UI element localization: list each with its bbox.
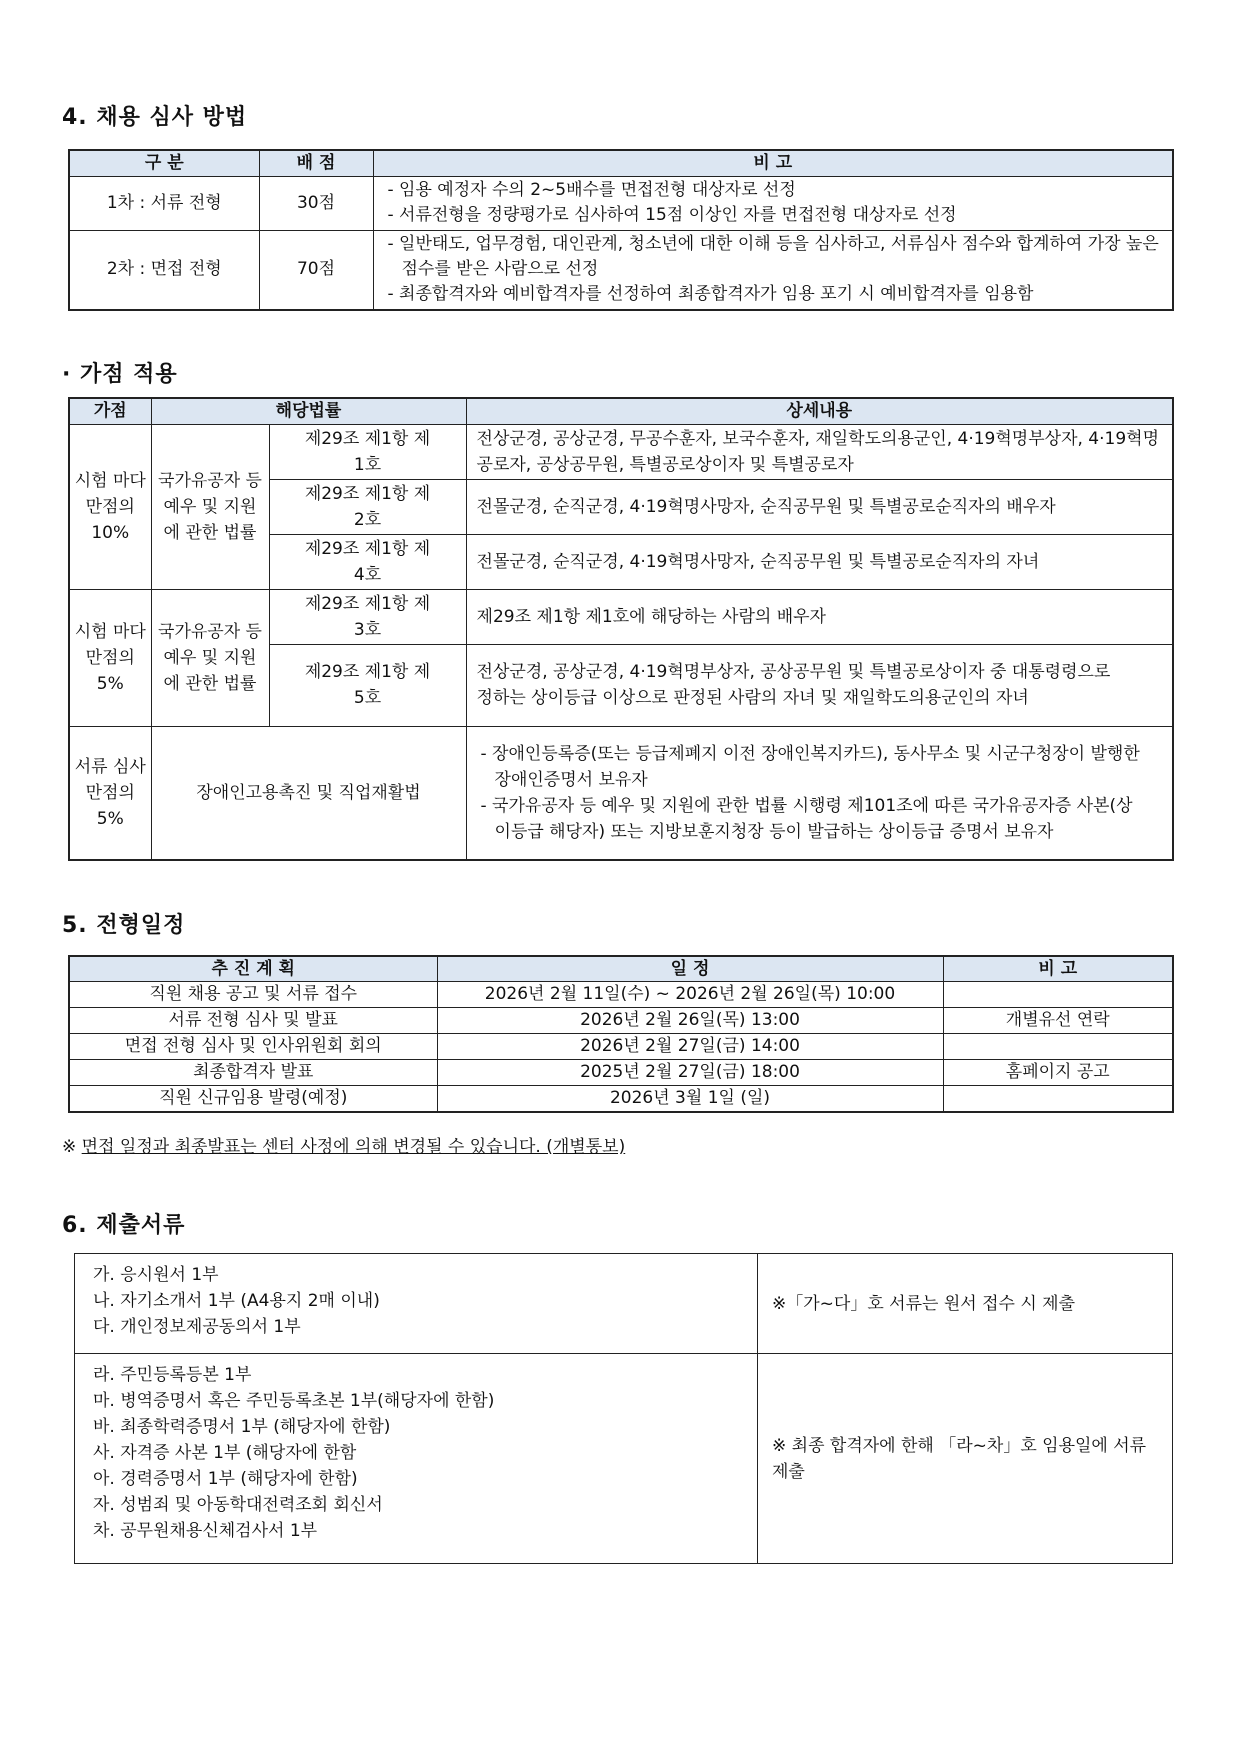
list-item: 자. 성범죄 및 아동학대전력조회 회신서: [93, 1495, 383, 1515]
header-detail: 상세내용: [466, 398, 1173, 424]
header-points: 가점: [69, 398, 151, 424]
section5-title: 5. 전형일정: [62, 913, 186, 938]
table-row: [75, 1354, 1173, 1564]
list-item: 아. 경력증명서 1부 (해당자에 한함): [93, 1469, 358, 1489]
document-list: [75, 1254, 758, 1354]
table-row: [75, 1254, 1173, 1354]
law-cell: 장애인고용촉진 및 직업재활법: [151, 726, 466, 860]
stage-cell: 1차 : 서류 전형: [69, 176, 259, 230]
points-cell: 서류 심사 만점의 5%: [69, 726, 151, 860]
clause-cell: 제29조 제1항 제3호: [269, 589, 466, 644]
header-category: 구 분: [69, 150, 259, 176]
remark-line: - 최종합격자와 예비합격자를 선정하여 최종합격자가 임용 포기 시 예비합격자를 임용함: [387, 284, 1034, 305]
date-cell: 2026년 2월 11일(수) ~ 2026년 2월 26일(목) 10:00: [437, 981, 943, 1007]
detail-line: - 국가유공자 등 예우 및 지원에 관한 법률 시행령 제101조에 따른 국가유공자증 사본(상이등급 해당자) 또는 지방보훈지청장 등이 발급하는 상이등급 증명서 보유자: [480, 795, 1133, 842]
note-cell: [943, 1033, 1173, 1059]
remarks-cell: [373, 176, 1173, 230]
bonus-title: · 가점 적용: [62, 362, 178, 387]
table-row: [69, 176, 1173, 230]
table-row: [69, 1033, 1173, 1059]
remarks-cell: [373, 230, 1173, 310]
law-cell: 국가유공자 등 예우 및 지원에 관한 법률: [151, 589, 269, 726]
list-item: 다. 개인정보제공동의서 1부: [93, 1317, 301, 1337]
points-cell: 시험 마다 만점의 10%: [69, 424, 151, 589]
score-cell: 70점: [259, 230, 373, 310]
list-item: 마. 병역증명서 혹은 주민등록초본 1부(해당자에 한함): [93, 1391, 495, 1411]
plan-cell: 직원 채용 공고 및 서류 접수: [69, 981, 437, 1007]
detail-cell: 전몰군경, 순직군경, 4·19혁명사망자, 순직공무원 및 특별공로순직자의 배우자: [466, 479, 1173, 534]
stage-cell: 2차 : 면접 전형: [69, 230, 259, 310]
plan-cell: 면접 전형 심사 및 인사위원회 회의: [69, 1033, 437, 1059]
detail-cell: 전상군경, 공상군경, 4·19혁명부상자, 공상공무원 및 특별공로상이자 중 대통령령으로 정하는 상이등급 이상으로 판정된 사람의 자녀 및 재일학도의용군인의 자녀: [466, 644, 1173, 726]
law-cell: 국가유공자 등 예우 및 지원에 관한 법률: [151, 424, 269, 589]
date-cell: 2026년 2월 27일(금) 14:00: [437, 1033, 943, 1059]
plan-cell: 최종합격자 발표: [69, 1059, 437, 1085]
detail-line: - 장애인등록증(또는 등급제폐지 이전 장애인복지카드), 동사무소 및 시군구청장이 발행한 장애인증명서 보유자: [480, 743, 1140, 790]
documents-table: [74, 1253, 1173, 1564]
date-cell: 2026년 3월 1일 (일): [437, 1085, 943, 1112]
submission-remark: ※「가~다」호 서류는 원서 접수 시 제출: [758, 1254, 1173, 1354]
points-cell: 시험 마다 만점의 5%: [69, 589, 151, 726]
remark-line: - 임용 예정자 수의 2~5배수를 면접전형 대상자로 선정: [387, 180, 796, 200]
table-row: [69, 981, 1173, 1007]
footnote-mark: ※: [62, 1137, 82, 1157]
section4-title: 4. 채용 심사 방법: [62, 105, 248, 130]
table-row: [69, 230, 1173, 310]
list-item: 나. 자기소개서 1부 (A4용지 2매 이내): [93, 1291, 380, 1311]
header-note: 비 고: [943, 956, 1173, 981]
note-cell: 홈페이지 공고: [943, 1059, 1173, 1085]
list-item: 바. 최종학력증명서 1부 (해당자에 한함): [93, 1417, 391, 1437]
header-law: 해당법률: [151, 398, 466, 424]
table-row: [69, 589, 1173, 644]
detail-cell: 전상군경, 공상군경, 무공수훈자, 보국수훈자, 재일학도의용군인, 4·19혁명부상자, 4·19혁명 공로자, 공상공무원, 특별공로상이자 및 특별공로자: [466, 424, 1173, 479]
date-cell: 2026년 2월 26일(목) 13:00: [437, 1007, 943, 1033]
clause-cell: 제29조 제1항 제2호: [269, 479, 466, 534]
document-list: [75, 1354, 758, 1564]
footnote-text: 면접 일정과 최종발표는 센터 사정에 의해 변경될 수 있습니다. (개별통보): [81, 1137, 626, 1157]
submission-remark: ※ 최종 합격자에 한해 「라~차」호 임용일에 서류 제출: [758, 1354, 1173, 1564]
clause-cell: 제29조 제1항 제1호: [269, 424, 466, 479]
header-remarks: 비 고: [373, 150, 1173, 176]
note-cell: [943, 1085, 1173, 1112]
clause-cell: 제29조 제1항 제5호: [269, 644, 466, 726]
table-row: [69, 1085, 1173, 1112]
header-score: 배 점: [259, 150, 373, 176]
clause-cell: 제29조 제1항 제4호: [269, 534, 466, 589]
schedule-table: [68, 955, 1174, 1113]
bonus-points-table: [68, 397, 1174, 861]
detail-cell: 전몰군경, 순직군경, 4·19혁명사망자, 순직공무원 및 특별공로순직자의 자녀: [466, 534, 1173, 589]
table-row: [69, 1059, 1173, 1085]
table-row: [69, 726, 1173, 860]
note-cell: 개별유선 연락: [943, 1007, 1173, 1033]
remark-line: - 일반태도, 업무경험, 대인관계, 청소년에 대한 이해 등을 심사하고, 서류심사 점수와 합계하여 가장 높은 점수를 받은 사람으로 선정: [387, 234, 1159, 280]
section6-title: 6. 제출서류: [62, 1213, 186, 1238]
detail-cell: [466, 726, 1173, 860]
list-item: 차. 공무원채용신체검사서 1부: [93, 1521, 318, 1541]
note-cell: [943, 981, 1173, 1007]
plan-cell: 직원 신규임용 발령(예정): [69, 1085, 437, 1112]
score-cell: 30점: [259, 176, 373, 230]
remark-line: - 서류전형을 정량평가로 심사하여 15점 이상인 자를 면접전형 대상자로 선정: [387, 205, 957, 225]
header-plan: 추 진 계 획: [69, 956, 437, 981]
screening-method-table: [68, 149, 1174, 311]
list-item: 라. 주민등록등본 1부: [93, 1365, 252, 1385]
list-item: 가. 응시원서 1부: [93, 1265, 219, 1285]
detail-cell: 제29조 제1항 제1호에 해당하는 사람의 배우자: [466, 589, 1173, 644]
schedule-footnote: [62, 1132, 625, 1157]
plan-cell: 서류 전형 심사 및 발표: [69, 1007, 437, 1033]
date-cell: 2025년 2월 27일(금) 18:00: [437, 1059, 943, 1085]
header-date: 일 정: [437, 956, 943, 981]
table-row: [69, 1007, 1173, 1033]
list-item: 사. 자격증 사본 1부 (해당자에 한함: [93, 1443, 357, 1463]
table-row: [69, 424, 1173, 479]
